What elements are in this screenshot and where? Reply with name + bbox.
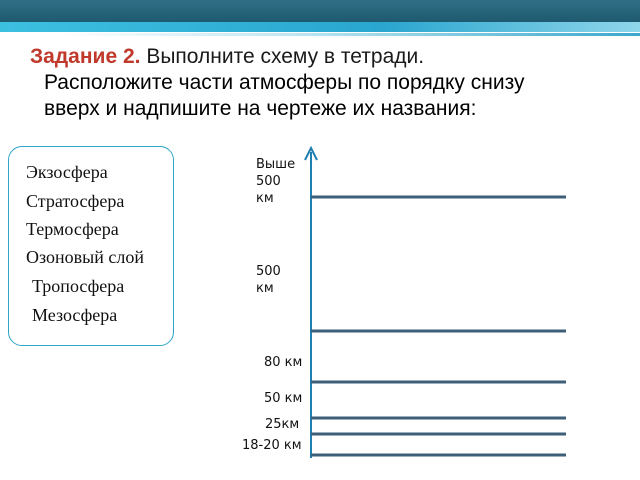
altitude-label: 50 км [264, 391, 303, 406]
task-label: Задание 2. [30, 45, 141, 68]
layer-item: Стратосфера [26, 191, 125, 211]
layer-item: Термосфера [26, 219, 119, 239]
task-line-3: вверх и надпишите на чертеже их названия: [44, 97, 477, 120]
altitude-label: Выше 500 км [256, 157, 296, 206]
altitude-label: 500 км [256, 264, 281, 296]
layer-item: Экзосфера [26, 162, 108, 182]
layer-item: Мезосфера [32, 305, 118, 325]
altitude-label: 80 км [264, 355, 303, 370]
layer-item: Озоновый слой [26, 247, 144, 267]
task-line-2: Расположите части атмосферы по порядку снизу [44, 71, 525, 94]
task-line-1: Выполните схему в тетради. [146, 45, 425, 68]
altitude-label: 25км [265, 417, 300, 432]
altitude-label: 18-20 км [242, 438, 302, 453]
layer-item: Тропосфера [32, 276, 125, 296]
